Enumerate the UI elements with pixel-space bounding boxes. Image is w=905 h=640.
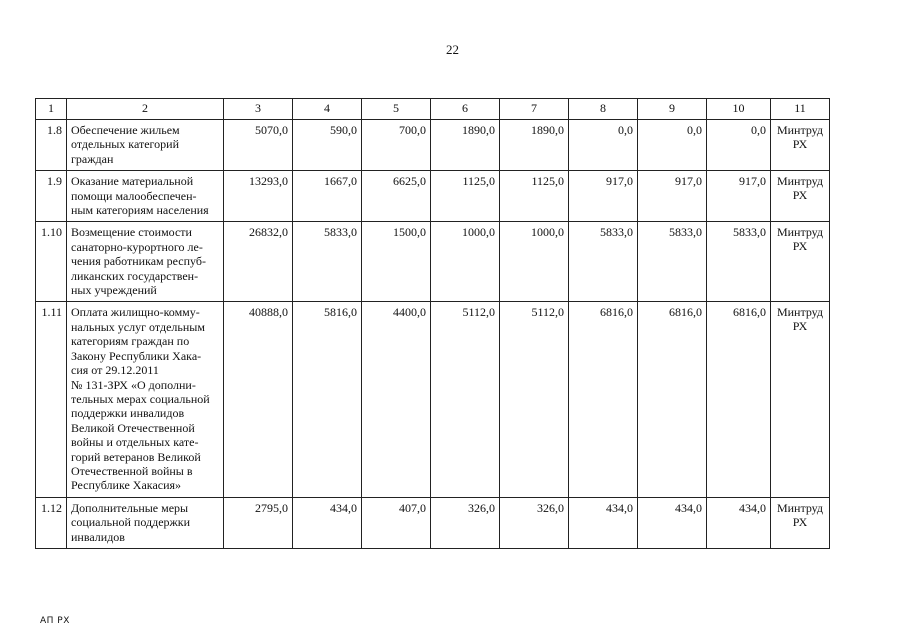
value-cell: 6816,0 — [707, 302, 771, 497]
value-cell: 0,0 — [707, 120, 771, 171]
description-line: Оплата жилищно-комму- — [71, 305, 200, 320]
value-cell: 407,0 — [362, 497, 431, 548]
description-line: Обеспечение жильем — [71, 123, 180, 137]
org-line: Минтруд — [776, 500, 824, 515]
table-body — [36, 99, 830, 549]
value-cell: 590,0 — [293, 120, 362, 171]
value-cell: 2795,0 — [224, 497, 293, 548]
value-cell: 917,0 — [638, 171, 707, 222]
value-cell: 5112,0 — [500, 302, 569, 497]
value-cell: 1000,0 — [431, 222, 500, 302]
value-cell: 5833,0 — [638, 222, 707, 302]
value-cell: 5112,0 — [431, 302, 500, 497]
description-line: Закону Республики Хака- — [71, 348, 202, 363]
value-cell: 434,0 — [707, 497, 771, 548]
description-line: Великой Отечественной — [71, 420, 195, 435]
description-line: сия от 29.12.2011 — [71, 363, 159, 378]
description-line: категориям граждан по — [71, 334, 190, 349]
value-cell: 5833,0 — [293, 222, 362, 302]
description-line: ликанских государствен- — [71, 268, 199, 283]
row-description — [67, 497, 224, 548]
org-line: Минтруд — [776, 123, 824, 137]
org-line: РХ — [792, 319, 808, 334]
value-cell: 5833,0 — [569, 222, 638, 302]
table-row — [36, 302, 830, 497]
row-description — [67, 222, 224, 302]
description-line: Дополнительные меры — [71, 500, 189, 515]
value-cell: 1890,0 — [431, 120, 500, 171]
value-cell: 326,0 — [431, 497, 500, 548]
description-line: Оказание материальной — [71, 174, 194, 189]
description-line: поддержки инвалидов — [71, 406, 185, 421]
budget-table — [35, 98, 830, 549]
header-cell-2: 2 — [67, 99, 224, 120]
value-cell: 6816,0 — [569, 302, 638, 497]
header-cell-11: 11 — [771, 99, 830, 120]
header-cell-6: 6 — [431, 99, 500, 120]
header-cell-5: 5 — [362, 99, 431, 120]
description-line: отдельных категорий — [71, 137, 180, 152]
value-cell: 917,0 — [707, 171, 771, 222]
org-line: РХ — [792, 239, 808, 254]
value-cell: 6625,0 — [362, 171, 431, 222]
value-cell: 917,0 — [569, 171, 638, 222]
header-cell-8: 8 — [569, 99, 638, 120]
row-description — [67, 171, 224, 222]
description-line: инвалидов — [71, 529, 125, 544]
table-row — [36, 222, 830, 302]
header-cell-1: 1 — [36, 99, 67, 120]
description-line: граждан — [71, 151, 114, 166]
org-line: Минтруд — [776, 305, 824, 320]
footer-mark: АП РХ — [40, 616, 70, 626]
responsible-org — [771, 302, 830, 497]
description-line: горий ветеранов Великой — [71, 449, 201, 464]
value-cell: 1125,0 — [431, 171, 500, 222]
description-line: санаторно-курортного ле- — [71, 239, 203, 254]
header-cell-3: 3 — [224, 99, 293, 120]
description-line: нальных услуг отдельным — [71, 319, 205, 334]
value-cell: 13293,0 — [224, 171, 293, 222]
org-line: Минтруд — [776, 174, 824, 189]
row-number: 1.12 — [36, 497, 67, 548]
header-cell-9: 9 — [638, 99, 707, 120]
value-cell: 5833,0 — [707, 222, 771, 302]
header-cell-10: 10 — [707, 99, 771, 120]
responsible-org — [771, 120, 830, 171]
value-cell: 5816,0 — [293, 302, 362, 497]
description-line: № 131-ЗРХ «О дополни- — [71, 377, 196, 392]
value-cell: 326,0 — [500, 497, 569, 548]
value-cell: 4400,0 — [362, 302, 431, 497]
value-cell: 1000,0 — [500, 222, 569, 302]
value-cell: 0,0 — [569, 120, 638, 171]
description-line: ных учреждений — [71, 283, 157, 298]
value-cell: 434,0 — [638, 497, 707, 548]
row-description — [67, 120, 224, 171]
description-line: социальной поддержки — [71, 515, 191, 530]
responsible-org — [771, 497, 830, 548]
description-line: войны и отдельных кате- — [71, 435, 199, 450]
value-cell: 6816,0 — [638, 302, 707, 497]
org-line: РХ — [792, 188, 808, 203]
table-row — [36, 171, 830, 222]
value-cell: 434,0 — [569, 497, 638, 548]
row-number: 1.9 — [36, 171, 67, 222]
row-number: 1.10 — [36, 222, 67, 302]
description-line: тельных мерах социальной — [71, 391, 210, 406]
org-line: Минтруд — [776, 225, 824, 240]
table-row — [36, 120, 830, 171]
value-cell: 1890,0 — [500, 120, 569, 171]
org-line: РХ — [792, 137, 808, 151]
header-cell-4: 4 — [293, 99, 362, 120]
value-cell: 0,0 — [638, 120, 707, 171]
value-cell: 700,0 — [362, 120, 431, 171]
value-cell: 5070,0 — [224, 120, 293, 171]
responsible-org — [771, 222, 830, 302]
page-number: 22 — [446, 42, 459, 57]
value-cell: 26832,0 — [224, 222, 293, 302]
row-number: 1.11 — [36, 302, 67, 497]
description-line: чения работникам респуб- — [71, 254, 206, 269]
description-line: помощи малообеспечен- — [71, 188, 197, 203]
description-line: Возмещение стоимости — [71, 225, 192, 240]
table-row — [36, 497, 830, 548]
description-line: Республике Хакасия» — [71, 478, 182, 493]
value-cell: 434,0 — [293, 497, 362, 548]
org-line: РХ — [792, 514, 808, 529]
value-cell: 1667,0 — [293, 171, 362, 222]
responsible-org — [771, 171, 830, 222]
value-cell: 1125,0 — [500, 171, 569, 222]
value-cell: 1500,0 — [362, 222, 431, 302]
row-number: 1.8 — [36, 120, 67, 171]
description-line: Отечественной войны в — [71, 463, 193, 478]
table-header-row — [36, 99, 830, 120]
row-description — [67, 302, 224, 497]
header-cell-7: 7 — [500, 99, 569, 120]
description-line: ным категориям населения — [71, 203, 209, 218]
value-cell: 40888,0 — [224, 302, 293, 497]
